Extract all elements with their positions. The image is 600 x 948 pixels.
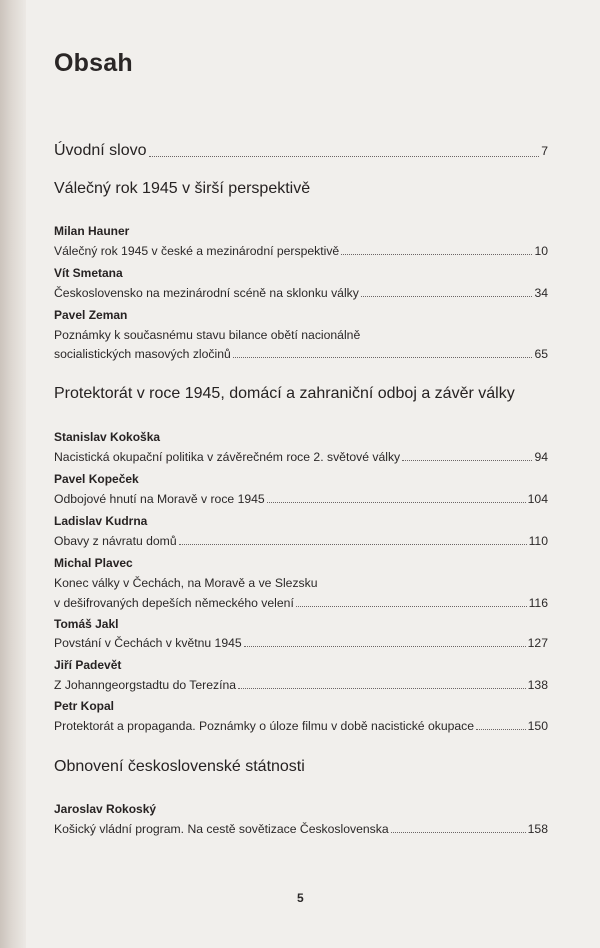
entry-title: Povstání v Čechách v květnu 1945 bbox=[54, 636, 242, 650]
toc-entry[interactable] bbox=[54, 719, 548, 733]
entry-author: Pavel Kopeček bbox=[54, 472, 139, 486]
entry-page: 116 bbox=[528, 596, 548, 610]
toc-entry[interactable] bbox=[54, 596, 548, 610]
toc-entry[interactable] bbox=[54, 534, 548, 548]
entry-page: 34 bbox=[534, 286, 548, 300]
leader-dots bbox=[476, 728, 526, 730]
toc-entry[interactable] bbox=[54, 286, 548, 300]
entry-title: Protektorát a propaganda. Poznámky o úloze filmu v době nacistické okupace bbox=[54, 719, 475, 733]
entry-title: Košický vládní program. Na cestě sovětizace Československa bbox=[54, 822, 389, 836]
entry-author: Vít Smetana bbox=[54, 266, 123, 280]
entry-title-line1: Poznámky k současnému stavu bilance obětí nacionálně bbox=[54, 328, 361, 342]
entry-title: Z Johanngeorgstadtu do Terezína bbox=[54, 678, 237, 692]
leader-dots bbox=[267, 501, 526, 503]
toc-entry[interactable] bbox=[54, 822, 548, 836]
toc-page bbox=[54, 0, 548, 948]
leader-dots bbox=[361, 295, 533, 297]
entry-author: Ladislav Kudrna bbox=[54, 514, 148, 528]
entry-author: Tomáš Jakl bbox=[54, 617, 119, 631]
entry-page: 138 bbox=[527, 678, 548, 692]
entry-title-line1: Konec války v Čechách, na Moravě a ve Slezsku bbox=[54, 576, 318, 590]
entry-author: Jiří Padevět bbox=[54, 658, 122, 672]
page-title: Obsah bbox=[54, 49, 133, 77]
entry-author: Michal Plavec bbox=[54, 556, 133, 570]
entry-page: 10 bbox=[534, 244, 548, 258]
section-heading: Obnovení československé státnosti bbox=[54, 758, 305, 775]
entry-title: Válečný rok 1945 v české a mezinárodní perspektivě bbox=[54, 244, 340, 258]
entry-author: Milan Hauner bbox=[54, 224, 130, 238]
leader-dots bbox=[238, 687, 526, 689]
entry-title: Nacistická okupační politika v závěrečném roce 2. světové války bbox=[54, 450, 401, 464]
leader-dots bbox=[233, 356, 533, 358]
leader-dots bbox=[391, 831, 526, 833]
entry-page: 94 bbox=[534, 450, 548, 464]
entry-title: socialistických masových zločinů bbox=[54, 347, 231, 361]
entry-page: 127 bbox=[527, 636, 548, 650]
section-heading: Protektorát v roce 1945, domácí a zahraniční odboj a závěr války bbox=[54, 385, 515, 402]
toc-entry[interactable] bbox=[54, 492, 548, 506]
book-spine-shadow bbox=[0, 0, 26, 948]
leader-dots bbox=[179, 543, 527, 545]
entry-title: Československo na mezinárodní scéně na sklonku války bbox=[54, 286, 359, 300]
entry-author: Petr Kopal bbox=[54, 699, 115, 713]
toc-entry[interactable] bbox=[54, 244, 548, 258]
toc-entry[interactable] bbox=[54, 347, 548, 361]
entry-page: 150 bbox=[527, 719, 548, 733]
entry-page: 7 bbox=[541, 144, 548, 158]
leader-dots bbox=[244, 645, 526, 647]
entry-title: Úvodní slovo bbox=[54, 142, 147, 159]
entry-title: Obavy z návratu domů bbox=[54, 534, 177, 548]
toc-entry[interactable] bbox=[54, 678, 548, 692]
section-heading: Válečný rok 1945 v širší perspektivě bbox=[54, 180, 311, 197]
entry-page: 65 bbox=[534, 347, 548, 361]
entry-title: v dešifrovaných depeších německého velení bbox=[54, 596, 294, 610]
leader-dots bbox=[341, 253, 532, 255]
entry-author: Jaroslav Rokoský bbox=[54, 802, 157, 816]
entry-page: 158 bbox=[527, 822, 548, 836]
entry-page: 104 bbox=[527, 492, 548, 506]
entry-author: Pavel Zeman bbox=[54, 308, 128, 322]
toc-entry[interactable] bbox=[54, 450, 548, 464]
entry-page: 110 bbox=[528, 534, 548, 548]
entry-author: Stanislav Kokoška bbox=[54, 430, 161, 444]
page-number: 5 bbox=[297, 891, 304, 905]
entry-title: Odbojové hnutí na Moravě v roce 1945 bbox=[54, 492, 265, 506]
leader-dots bbox=[296, 605, 527, 607]
leader-dots bbox=[149, 155, 540, 157]
toc-entry-intro[interactable] bbox=[54, 142, 548, 160]
leader-dots bbox=[402, 459, 532, 461]
toc-entry[interactable] bbox=[54, 636, 548, 650]
